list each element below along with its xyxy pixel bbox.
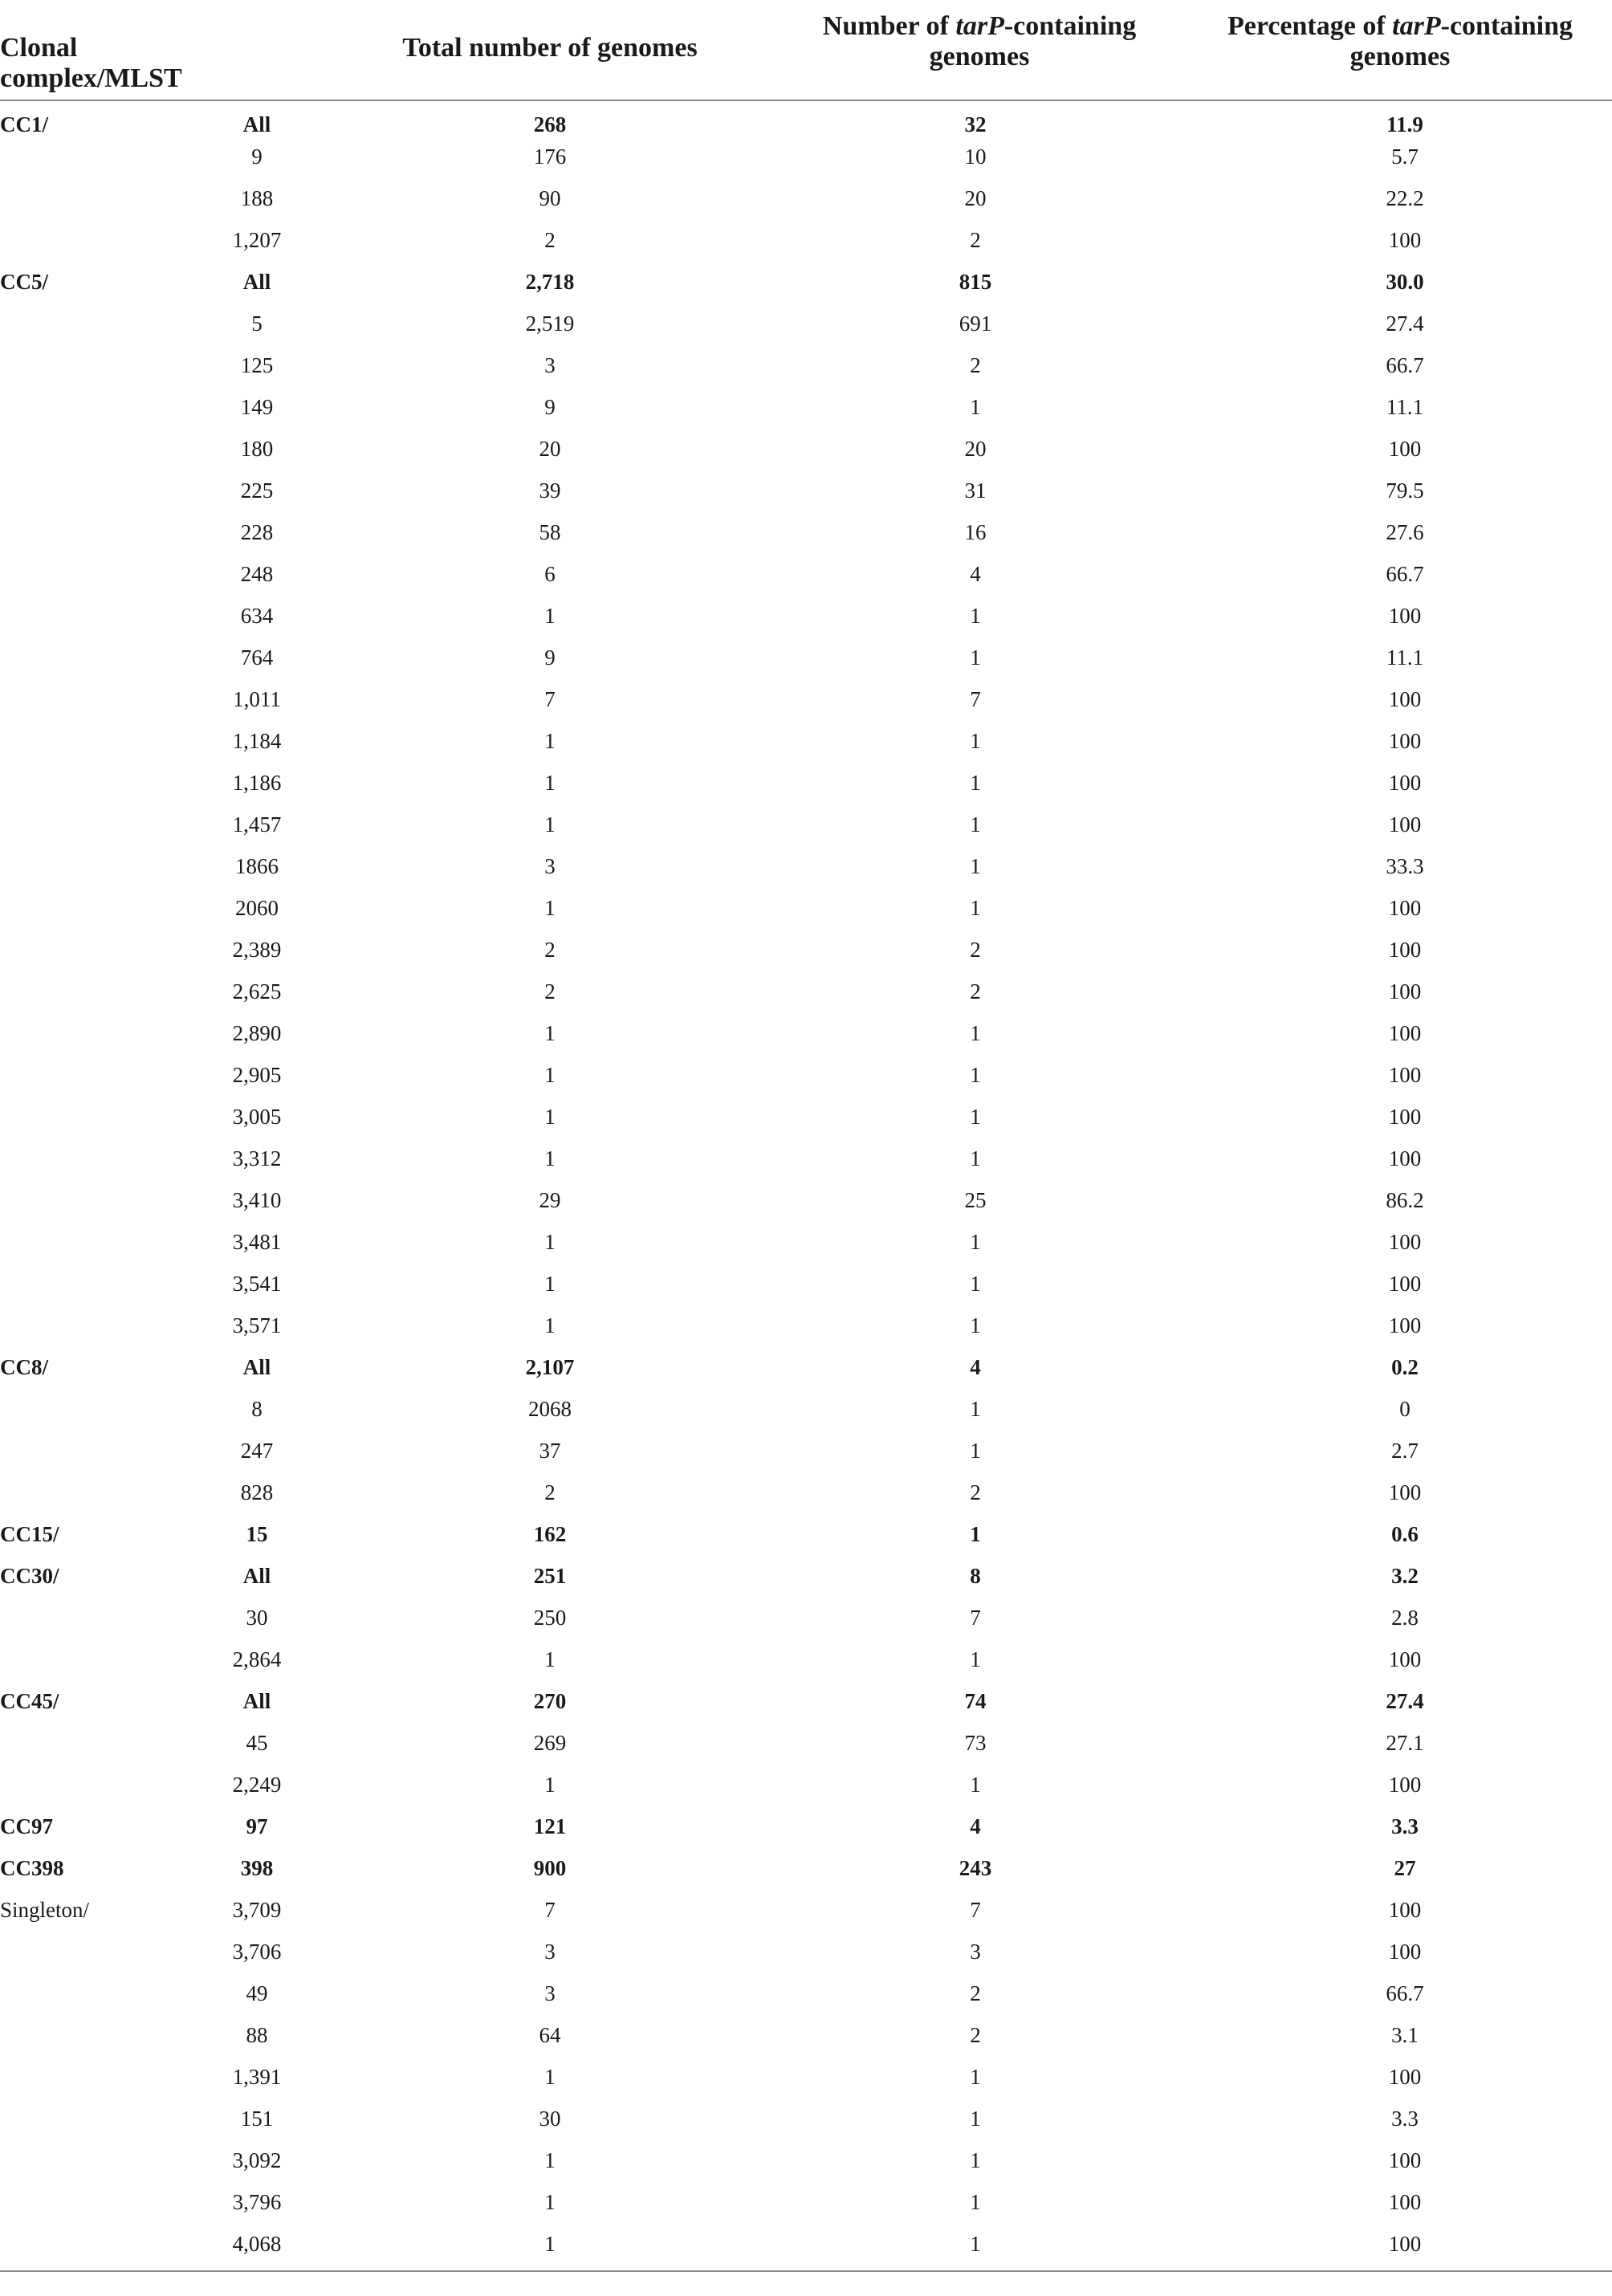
cell-tarp-percentage: 100 [1388, 979, 1422, 1003]
cell-mlst: 1866 [235, 854, 279, 878]
cell-total-genomes: 1 [544, 2190, 556, 2214]
cell-tarp-count: 20 [964, 437, 987, 461]
cell-mlst: 151 [240, 2107, 274, 2131]
cell-total-genomes: 2 [544, 979, 556, 1003]
cell-tarp-percentage: 0 [1399, 1397, 1410, 1421]
cell-tarp-count: 1 [970, 1313, 981, 1337]
cell-tarp-percentage: 100 [1388, 1647, 1422, 1671]
cell-total-genomes: 3 [544, 1981, 556, 2005]
table-row [0, 2021, 1612, 2063]
cell-mlst: 4,068 [232, 2232, 282, 2256]
cell-tarp-count: 10 [964, 145, 987, 169]
cell-total-genomes: 1 [544, 1021, 556, 1045]
cell-mlst: 88 [246, 2023, 268, 2047]
table-row [0, 477, 1612, 519]
cell-tarp-percentage: 100 [1388, 812, 1422, 837]
cell-tarp-count: 2 [970, 228, 981, 252]
cell-clonal-complex: Singleton/ [0, 1898, 90, 1922]
header-tarp-percentage-pre: Percentage of [1227, 11, 1393, 41]
cell-mlst: 49 [246, 1981, 268, 2005]
cell-tarp-count: 1 [970, 729, 981, 753]
cell-tarp-count: 4 [970, 1355, 981, 1379]
table-row [0, 310, 1612, 352]
cell-mlst: 634 [240, 604, 274, 628]
table-header [0, 0, 1612, 101]
cell-mlst: 228 [240, 520, 274, 544]
cell-mlst: 1,184 [232, 729, 282, 753]
cell-mlst: 2060 [235, 896, 279, 920]
cell-tarp-count: 1 [970, 1021, 981, 1045]
table-row [0, 1395, 1612, 1437]
cell-total-genomes: 1 [544, 1146, 556, 1170]
cell-tarp-count: 2 [970, 1480, 981, 1504]
cell-tarp-count: 2 [970, 1981, 981, 2005]
header-tarp-percentage-post: -containing genomes [1349, 11, 1573, 71]
table-row [0, 727, 1612, 769]
cell-tarp-percentage: 100 [1388, 2190, 1422, 2214]
cell-tarp-count: 2 [970, 353, 981, 377]
cell-total-genomes: 1 [544, 1230, 556, 1254]
cell-tarp-percentage: 86.2 [1386, 1188, 1424, 1212]
cell-tarp-count: 1 [970, 1773, 981, 1797]
table-row [0, 1854, 1612, 1896]
table-row [0, 1729, 1612, 1771]
cell-mlst: All [242, 270, 271, 294]
table-row [0, 560, 1612, 602]
cell-total-genomes: 2068 [528, 1397, 572, 1421]
cell-tarp-percentage: 100 [1388, 2148, 1422, 2172]
cell-tarp-count: 1 [970, 395, 981, 419]
cell-mlst: 398 [240, 1856, 274, 1880]
table-row [0, 1938, 1612, 1980]
cell-tarp-count: 7 [970, 1606, 981, 1630]
cell-total-genomes: 64 [539, 2023, 561, 2047]
cell-tarp-percentage: 22.2 [1386, 186, 1424, 210]
table-row [0, 2063, 1612, 2105]
table-row [0, 1145, 1612, 1187]
table-row [0, 811, 1612, 853]
cell-mlst: 30 [246, 1606, 268, 1630]
cell-tarp-percentage: 66.7 [1386, 353, 1424, 377]
cell-tarp-count: 20 [964, 186, 987, 210]
cell-mlst: 225 [240, 478, 274, 503]
cell-tarp-percentage: 3.3 [1391, 2107, 1419, 2131]
cell-total-genomes: 1 [544, 1272, 556, 1296]
table-row [0, 2147, 1612, 2188]
cell-tarp-percentage: 100 [1388, 437, 1422, 461]
table-row [0, 1228, 1612, 1270]
cell-tarp-count: 8 [970, 1564, 981, 1588]
header-tarp-count-post: -containing genomes [929, 11, 1137, 71]
cell-clonal-complex: CC45/ [0, 1689, 59, 1713]
table-row [0, 1020, 1612, 1061]
cell-mlst: 9 [251, 145, 263, 169]
table-row [0, 226, 1612, 268]
cell-total-genomes: 1 [544, 2232, 556, 2256]
cell-tarp-percentage: 100 [1388, 1063, 1422, 1087]
cell-tarp-percentage: 100 [1388, 2065, 1422, 2089]
cell-mlst: All [242, 1689, 271, 1713]
header-tarp-count-pre: Number of [822, 11, 956, 41]
cell-tarp-percentage: 100 [1388, 687, 1422, 711]
cell-mlst: 3,312 [232, 1146, 282, 1170]
header-tarp-percentage-gene: tarP [1392, 11, 1441, 41]
cell-tarp-percentage: 27 [1394, 1856, 1416, 1880]
cell-tarp-count: 1 [970, 1272, 981, 1296]
cell-tarp-count: 1 [970, 1522, 981, 1546]
cell-tarp-count: 4 [970, 1814, 981, 1838]
cell-clonal-complex: CC1/ [0, 112, 48, 136]
cell-mlst: 2,249 [232, 1773, 282, 1797]
cell-total-genomes: 2 [544, 1480, 556, 1504]
cell-mlst: 2,890 [232, 1021, 282, 1045]
cell-tarp-percentage: 5.7 [1391, 145, 1419, 169]
cell-tarp-percentage: 79.5 [1386, 478, 1424, 503]
cell-tarp-count: 1 [970, 1439, 981, 1463]
cell-tarp-percentage: 100 [1388, 1773, 1422, 1797]
cell-mlst: 188 [240, 186, 274, 210]
cell-mlst: 248 [240, 562, 274, 586]
cell-total-genomes: 37 [539, 1439, 561, 1463]
cell-tarp-count: 1 [970, 2065, 981, 2089]
cell-total-genomes: 1 [544, 1313, 556, 1337]
header-total-genomes: Total number of genomes [402, 33, 698, 63]
table-row [0, 111, 1612, 143]
cell-mlst: 828 [240, 1480, 274, 1504]
cell-tarp-count: 1 [970, 645, 981, 670]
cell-tarp-percentage: 0.2 [1391, 1355, 1419, 1379]
cell-mlst: 125 [240, 353, 274, 377]
cell-total-genomes: 1 [544, 896, 556, 920]
cell-total-genomes: 251 [533, 1564, 567, 1588]
cell-mlst: 149 [240, 395, 274, 419]
cell-total-genomes: 2,718 [525, 270, 575, 294]
table-row [0, 1103, 1612, 1145]
cell-tarp-percentage: 100 [1388, 1105, 1422, 1129]
cell-mlst: All [242, 112, 271, 136]
table-row [0, 268, 1612, 310]
cell-total-genomes: 58 [539, 520, 561, 544]
cell-tarp-count: 1 [970, 2190, 981, 2214]
table-row [0, 978, 1612, 1020]
cell-mlst: 3,410 [232, 1188, 282, 1212]
table-row [0, 2230, 1612, 2272]
table-row [0, 936, 1612, 978]
header-tarp-percentage [1188, 11, 1612, 72]
cell-tarp-count: 74 [964, 1689, 987, 1713]
cell-total-genomes: 1 [544, 1063, 556, 1087]
cell-tarp-percentage: 100 [1388, 729, 1422, 753]
table-row [0, 1437, 1612, 1479]
cell-clonal-complex: CC30/ [0, 1564, 59, 1588]
cell-tarp-percentage: 100 [1388, 1230, 1422, 1254]
cell-tarp-count: 691 [959, 311, 992, 336]
cell-mlst: 3,005 [232, 1105, 282, 1129]
cell-tarp-count: 1 [970, 1063, 981, 1087]
cell-total-genomes: 1 [544, 771, 556, 795]
cell-total-genomes: 1 [544, 729, 556, 753]
cell-mlst: 5 [251, 311, 263, 336]
cell-tarp-percentage: 100 [1388, 1021, 1422, 1045]
cell-tarp-percentage: 3.2 [1391, 1564, 1419, 1588]
header-tarp-count-gene: tarP [955, 11, 1004, 41]
cell-tarp-count: 32 [964, 112, 987, 136]
cell-total-genomes: 1 [544, 1647, 556, 1671]
table-row [0, 1604, 1612, 1646]
table-row [0, 1354, 1612, 1395]
cell-clonal-complex: CC97 [0, 1814, 53, 1838]
cell-mlst: 97 [246, 1814, 268, 1838]
table-row [0, 393, 1612, 435]
cell-tarp-percentage: 100 [1388, 938, 1422, 962]
cell-total-genomes: 3 [544, 353, 556, 377]
cell-tarp-count: 1 [970, 604, 981, 628]
cell-tarp-count: 2 [970, 979, 981, 1003]
cell-tarp-percentage: 27.4 [1386, 1689, 1424, 1713]
table-row [0, 1479, 1612, 1520]
cell-tarp-count: 1 [970, 1647, 981, 1671]
cell-tarp-percentage: 66.7 [1386, 562, 1424, 586]
table-row [0, 644, 1612, 686]
table-body [0, 111, 1612, 2272]
cell-tarp-count: 3 [970, 1940, 981, 1964]
header-clonal-complex: Clonal complex/MLST [0, 33, 182, 93]
cell-tarp-percentage: 66.7 [1386, 1981, 1424, 2005]
cell-mlst: 1,011 [233, 687, 281, 711]
cell-total-genomes: 900 [533, 1856, 567, 1880]
cell-total-genomes: 1 [544, 1105, 556, 1129]
cell-tarp-percentage: 11.1 [1386, 395, 1424, 419]
cell-total-genomes: 29 [539, 1188, 561, 1212]
cell-tarp-percentage: 100 [1388, 1313, 1422, 1337]
cell-mlst: 45 [246, 1731, 268, 1755]
cell-total-genomes: 268 [533, 112, 567, 136]
table-row [0, 1270, 1612, 1312]
cell-mlst: All [242, 1355, 271, 1379]
cell-total-genomes: 1 [544, 2065, 556, 2089]
cell-tarp-percentage: 2.7 [1391, 1439, 1419, 1463]
cell-clonal-complex: CC5/ [0, 270, 48, 294]
cell-tarp-count: 25 [964, 1188, 987, 1212]
cell-tarp-count: 2 [970, 2023, 981, 2047]
cell-total-genomes: 1 [544, 1773, 556, 1797]
cell-total-genomes: 6 [544, 562, 556, 586]
cell-mlst: 3,796 [232, 2190, 282, 2214]
cell-tarp-count: 243 [959, 1856, 992, 1880]
cell-mlst: 3,092 [232, 2148, 282, 2172]
table-row [0, 2105, 1612, 2147]
cell-total-genomes: 1 [544, 812, 556, 837]
cell-mlst: 1,391 [232, 2065, 282, 2089]
table-row [0, 1187, 1612, 1228]
cell-total-genomes: 2 [544, 938, 556, 962]
cell-total-genomes: 3 [544, 854, 556, 878]
cell-total-genomes: 121 [533, 1814, 567, 1838]
cell-total-genomes: 30 [539, 2107, 561, 2131]
cell-mlst: 3,571 [232, 1313, 282, 1337]
cell-tarp-count: 1 [970, 1230, 981, 1254]
cell-mlst: 1,207 [232, 228, 282, 252]
cell-tarp-count: 7 [970, 687, 981, 711]
cell-mlst: 3,481 [232, 1230, 282, 1254]
cell-tarp-count: 7 [970, 1898, 981, 1922]
cell-tarp-count: 4 [970, 562, 981, 586]
table-bottom-rule [0, 2270, 1612, 2272]
cell-tarp-count: 1 [970, 1105, 981, 1129]
table-row [0, 352, 1612, 393]
cell-tarp-percentage: 27.4 [1386, 311, 1424, 336]
cell-clonal-complex: CC8/ [0, 1355, 48, 1379]
cell-tarp-percentage: 100 [1388, 1146, 1422, 1170]
header-tarp-count [771, 11, 1188, 72]
cell-mlst: 1,457 [232, 812, 282, 837]
cell-total-genomes: 9 [544, 395, 556, 419]
table-row [0, 1312, 1612, 1354]
cell-tarp-percentage: 100 [1388, 1940, 1422, 1964]
cell-mlst: 764 [240, 645, 274, 670]
cell-total-genomes: 20 [539, 437, 561, 461]
cell-tarp-percentage: 100 [1388, 228, 1422, 252]
cell-tarp-percentage: 11.9 [1386, 112, 1423, 136]
cell-total-genomes: 1 [544, 2148, 556, 2172]
cell-total-genomes: 3 [544, 1940, 556, 1964]
cell-total-genomes: 2,519 [525, 311, 575, 336]
table-row [0, 1061, 1612, 1103]
cell-tarp-percentage: 2.8 [1391, 1606, 1419, 1630]
cell-tarp-count: 1 [970, 2148, 981, 2172]
cell-total-genomes: 176 [533, 145, 567, 169]
table-row [0, 894, 1612, 936]
cell-total-genomes: 2 [544, 228, 556, 252]
cell-mlst: 1,186 [232, 771, 282, 795]
table-row [0, 2188, 1612, 2230]
table-row [0, 853, 1612, 894]
cell-mlst: 3,706 [232, 1940, 282, 1964]
cell-total-genomes: 250 [533, 1606, 567, 1630]
cell-mlst: All [242, 1564, 271, 1588]
cell-total-genomes: 1 [544, 604, 556, 628]
cell-tarp-count: 2 [970, 938, 981, 962]
table-row [0, 519, 1612, 560]
cell-mlst: 3,709 [232, 1898, 282, 1922]
cell-tarp-count: 1 [970, 896, 981, 920]
cell-tarp-percentage: 30.0 [1386, 270, 1424, 294]
cell-total-genomes: 90 [539, 186, 561, 210]
cell-tarp-percentage: 11.1 [1386, 645, 1424, 670]
table-row [0, 686, 1612, 727]
cell-total-genomes: 162 [533, 1522, 567, 1546]
cell-tarp-count: 1 [970, 2232, 981, 2256]
table-row [0, 1980, 1612, 2021]
cell-mlst: 247 [240, 1439, 274, 1463]
table-row [0, 185, 1612, 226]
cell-total-genomes: 7 [544, 1898, 556, 1922]
cell-tarp-percentage: 100 [1388, 1480, 1422, 1504]
table-row [0, 1771, 1612, 1813]
cell-clonal-complex: CC398 [0, 1856, 64, 1880]
cell-mlst: 15 [246, 1522, 268, 1546]
cell-mlst: 3,541 [232, 1272, 282, 1296]
cell-tarp-count: 1 [970, 812, 981, 837]
cell-tarp-count: 1 [970, 1397, 981, 1421]
cell-total-genomes: 269 [533, 1731, 567, 1755]
cell-mlst: 2,905 [232, 1063, 282, 1087]
cell-total-genomes: 2,107 [525, 1355, 575, 1379]
table-row [0, 143, 1612, 185]
cell-tarp-count: 16 [964, 520, 987, 544]
table-row [0, 1646, 1612, 1687]
cell-total-genomes: 39 [539, 478, 561, 503]
table-row [0, 1896, 1612, 1938]
cell-clonal-complex: CC15/ [0, 1522, 59, 1546]
table-row [0, 435, 1612, 477]
cell-total-genomes: 270 [533, 1689, 567, 1713]
cell-tarp-percentage: 100 [1388, 2232, 1422, 2256]
cell-tarp-count: 1 [970, 1146, 981, 1170]
cell-tarp-count: 73 [964, 1731, 987, 1755]
cell-tarp-percentage: 100 [1388, 771, 1422, 795]
cell-mlst: 2,864 [232, 1647, 282, 1671]
cell-total-genomes: 7 [544, 687, 556, 711]
table-row [0, 1562, 1612, 1604]
cell-total-genomes: 9 [544, 645, 556, 670]
table-row [0, 769, 1612, 811]
table-row [0, 1520, 1612, 1562]
cell-tarp-percentage: 3.3 [1391, 1814, 1419, 1838]
cell-tarp-count: 815 [959, 270, 992, 294]
table-row [0, 1813, 1612, 1854]
cell-mlst: 8 [251, 1397, 263, 1421]
cell-tarp-count: 1 [970, 2107, 981, 2131]
cell-tarp-count: 1 [970, 854, 981, 878]
table-row [0, 602, 1612, 644]
cell-tarp-percentage: 33.3 [1386, 854, 1424, 878]
cell-tarp-count: 1 [970, 771, 981, 795]
cell-tarp-percentage: 3.1 [1391, 2023, 1419, 2047]
cell-tarp-count: 31 [964, 478, 987, 503]
cell-tarp-percentage: 100 [1388, 604, 1422, 628]
cell-mlst: 180 [240, 437, 274, 461]
table-row [0, 1687, 1612, 1729]
cell-mlst: 2,625 [232, 979, 282, 1003]
cell-tarp-percentage: 27.6 [1386, 520, 1424, 544]
cell-tarp-percentage: 100 [1388, 1898, 1422, 1922]
cell-tarp-percentage: 0.6 [1391, 1522, 1419, 1546]
cell-tarp-percentage: 100 [1388, 896, 1422, 920]
cell-mlst: 2,389 [232, 938, 282, 962]
cell-tarp-percentage: 100 [1388, 1272, 1422, 1296]
cell-tarp-percentage: 27.1 [1386, 1731, 1424, 1755]
